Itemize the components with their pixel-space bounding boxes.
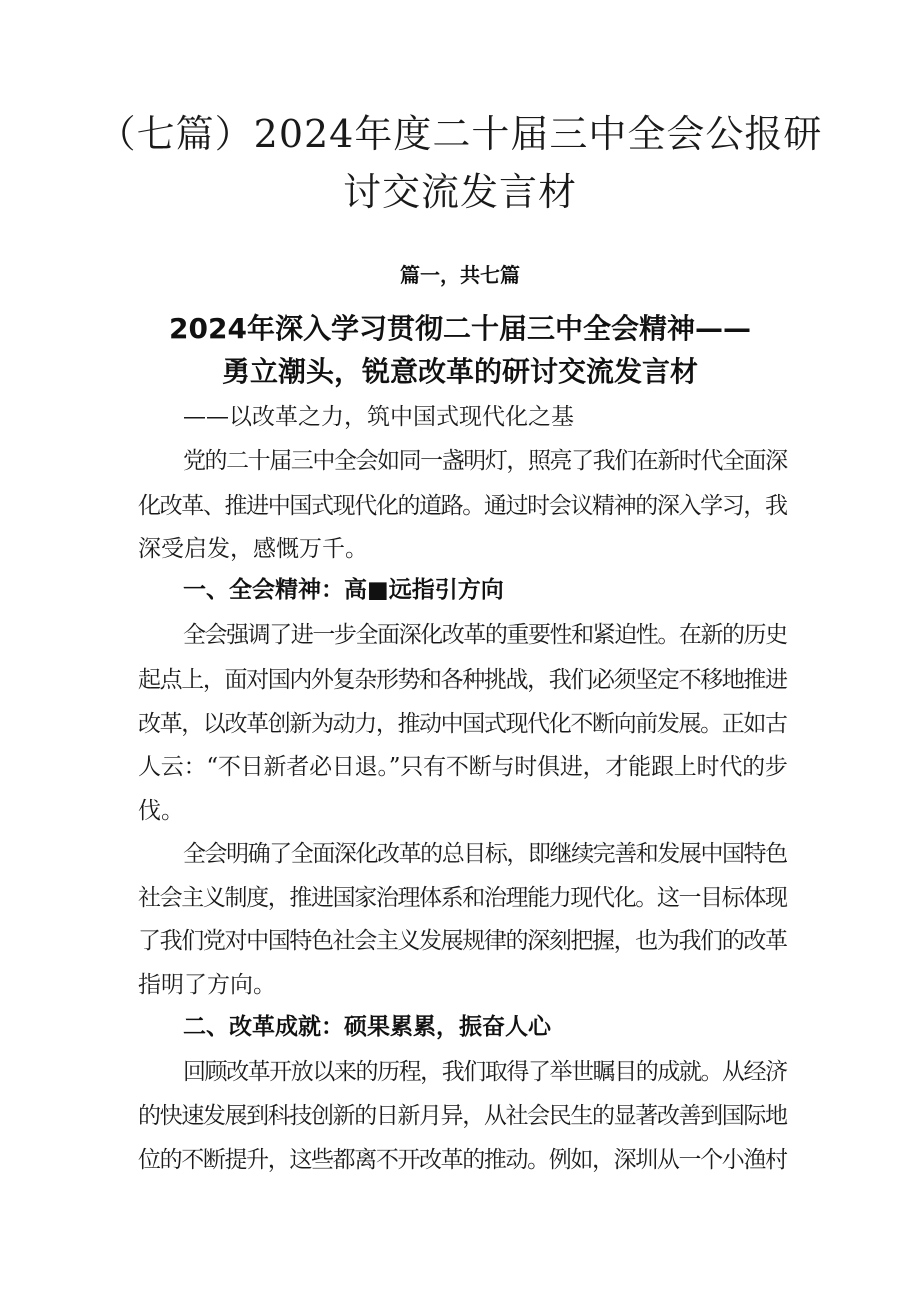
body-text: 伐。 bbox=[138, 798, 184, 824]
body-text: 化改革、推进中国式现代化的道路。通过时会议精神的深入学习，我 bbox=[138, 493, 787, 519]
body-text: 党的二十届三中全会如同一盏明灯，照亮了我们在新时代全面深 bbox=[183, 448, 787, 474]
paragraph-line bbox=[138, 1097, 788, 1130]
paragraph-line bbox=[138, 661, 788, 694]
article-title-line-1: 2024年深入学习贯彻二十届三中全会精神—— bbox=[169, 312, 751, 345]
paragraph-line bbox=[183, 1053, 788, 1086]
paragraph-line bbox=[138, 879, 788, 912]
body-text: 回顾改革开放以来的历程，我们取得了举世瞩目的成就。从经济 bbox=[183, 1059, 787, 1085]
body-text: 位的不断提升，这些都离不开改革的推动。例如，深圳从一个小渔村 bbox=[138, 1147, 787, 1173]
epigraph-text: ——以改革之力，筑中国式现代化之基 bbox=[183, 404, 574, 430]
part-label: 篇一，共七篇 bbox=[400, 263, 520, 287]
body-text: 指明了方向。 bbox=[138, 972, 276, 998]
paragraph-line bbox=[183, 835, 788, 868]
epigraph bbox=[183, 398, 833, 431]
body-text: 深受启发，感慨万千。 bbox=[138, 536, 368, 562]
body-text: 起点上，面对国内外复杂形势和各种挑战，我们必须坚定不移地推进 bbox=[138, 667, 787, 693]
body-text: 全会强调了进一步全面深化改革的重要性和紧迫性。在新的历史 bbox=[183, 622, 787, 648]
paragraph-line bbox=[138, 966, 788, 999]
paragraph-line bbox=[138, 748, 788, 781]
document-title-line-2: 讨交流发言材 bbox=[342, 170, 577, 214]
paragraph-line bbox=[138, 792, 788, 825]
body-text: 改革，以改革创新为动力，推动中国式现代化不断向前发展。正如古 bbox=[138, 711, 787, 737]
section-heading-1: 一、全会精神：高■远指引方向 bbox=[183, 577, 504, 603]
paragraph-line bbox=[138, 705, 788, 738]
paragraph-line bbox=[183, 616, 788, 649]
paragraph-line bbox=[138, 1141, 788, 1174]
document-title-line-1: （七篇）2024年度二十届三中全会公报研 bbox=[97, 112, 823, 156]
body-text: 的快速发展到科技创新的日新月异，从社会民生的显著改善到国际地 bbox=[138, 1103, 787, 1129]
body-text: 了我们党对中国特色社会主义发展规律的深刻把握，也为我们的改革 bbox=[138, 928, 787, 954]
paragraph-line bbox=[138, 922, 788, 955]
body-text: 社会主义制度，推进国家治理体系和治理能力现代化。这一目标体现 bbox=[138, 885, 787, 911]
intro-line bbox=[183, 442, 788, 475]
intro-line bbox=[138, 530, 788, 563]
article-title-line-2: 勇立潮头，锐意改革的研讨交流发言材 bbox=[221, 355, 698, 388]
body-text: 全会明确了全面深化改革的总目标，即继续完善和发展中国特色 bbox=[183, 841, 787, 867]
body-text: 人云：“不日新者必日退。”只有不断与时俱进，才能跟上时代的步 bbox=[138, 754, 788, 780]
section-heading-2: 二、改革成就：硕果累累，振奋人心 bbox=[183, 1014, 551, 1040]
intro-line bbox=[138, 487, 788, 520]
